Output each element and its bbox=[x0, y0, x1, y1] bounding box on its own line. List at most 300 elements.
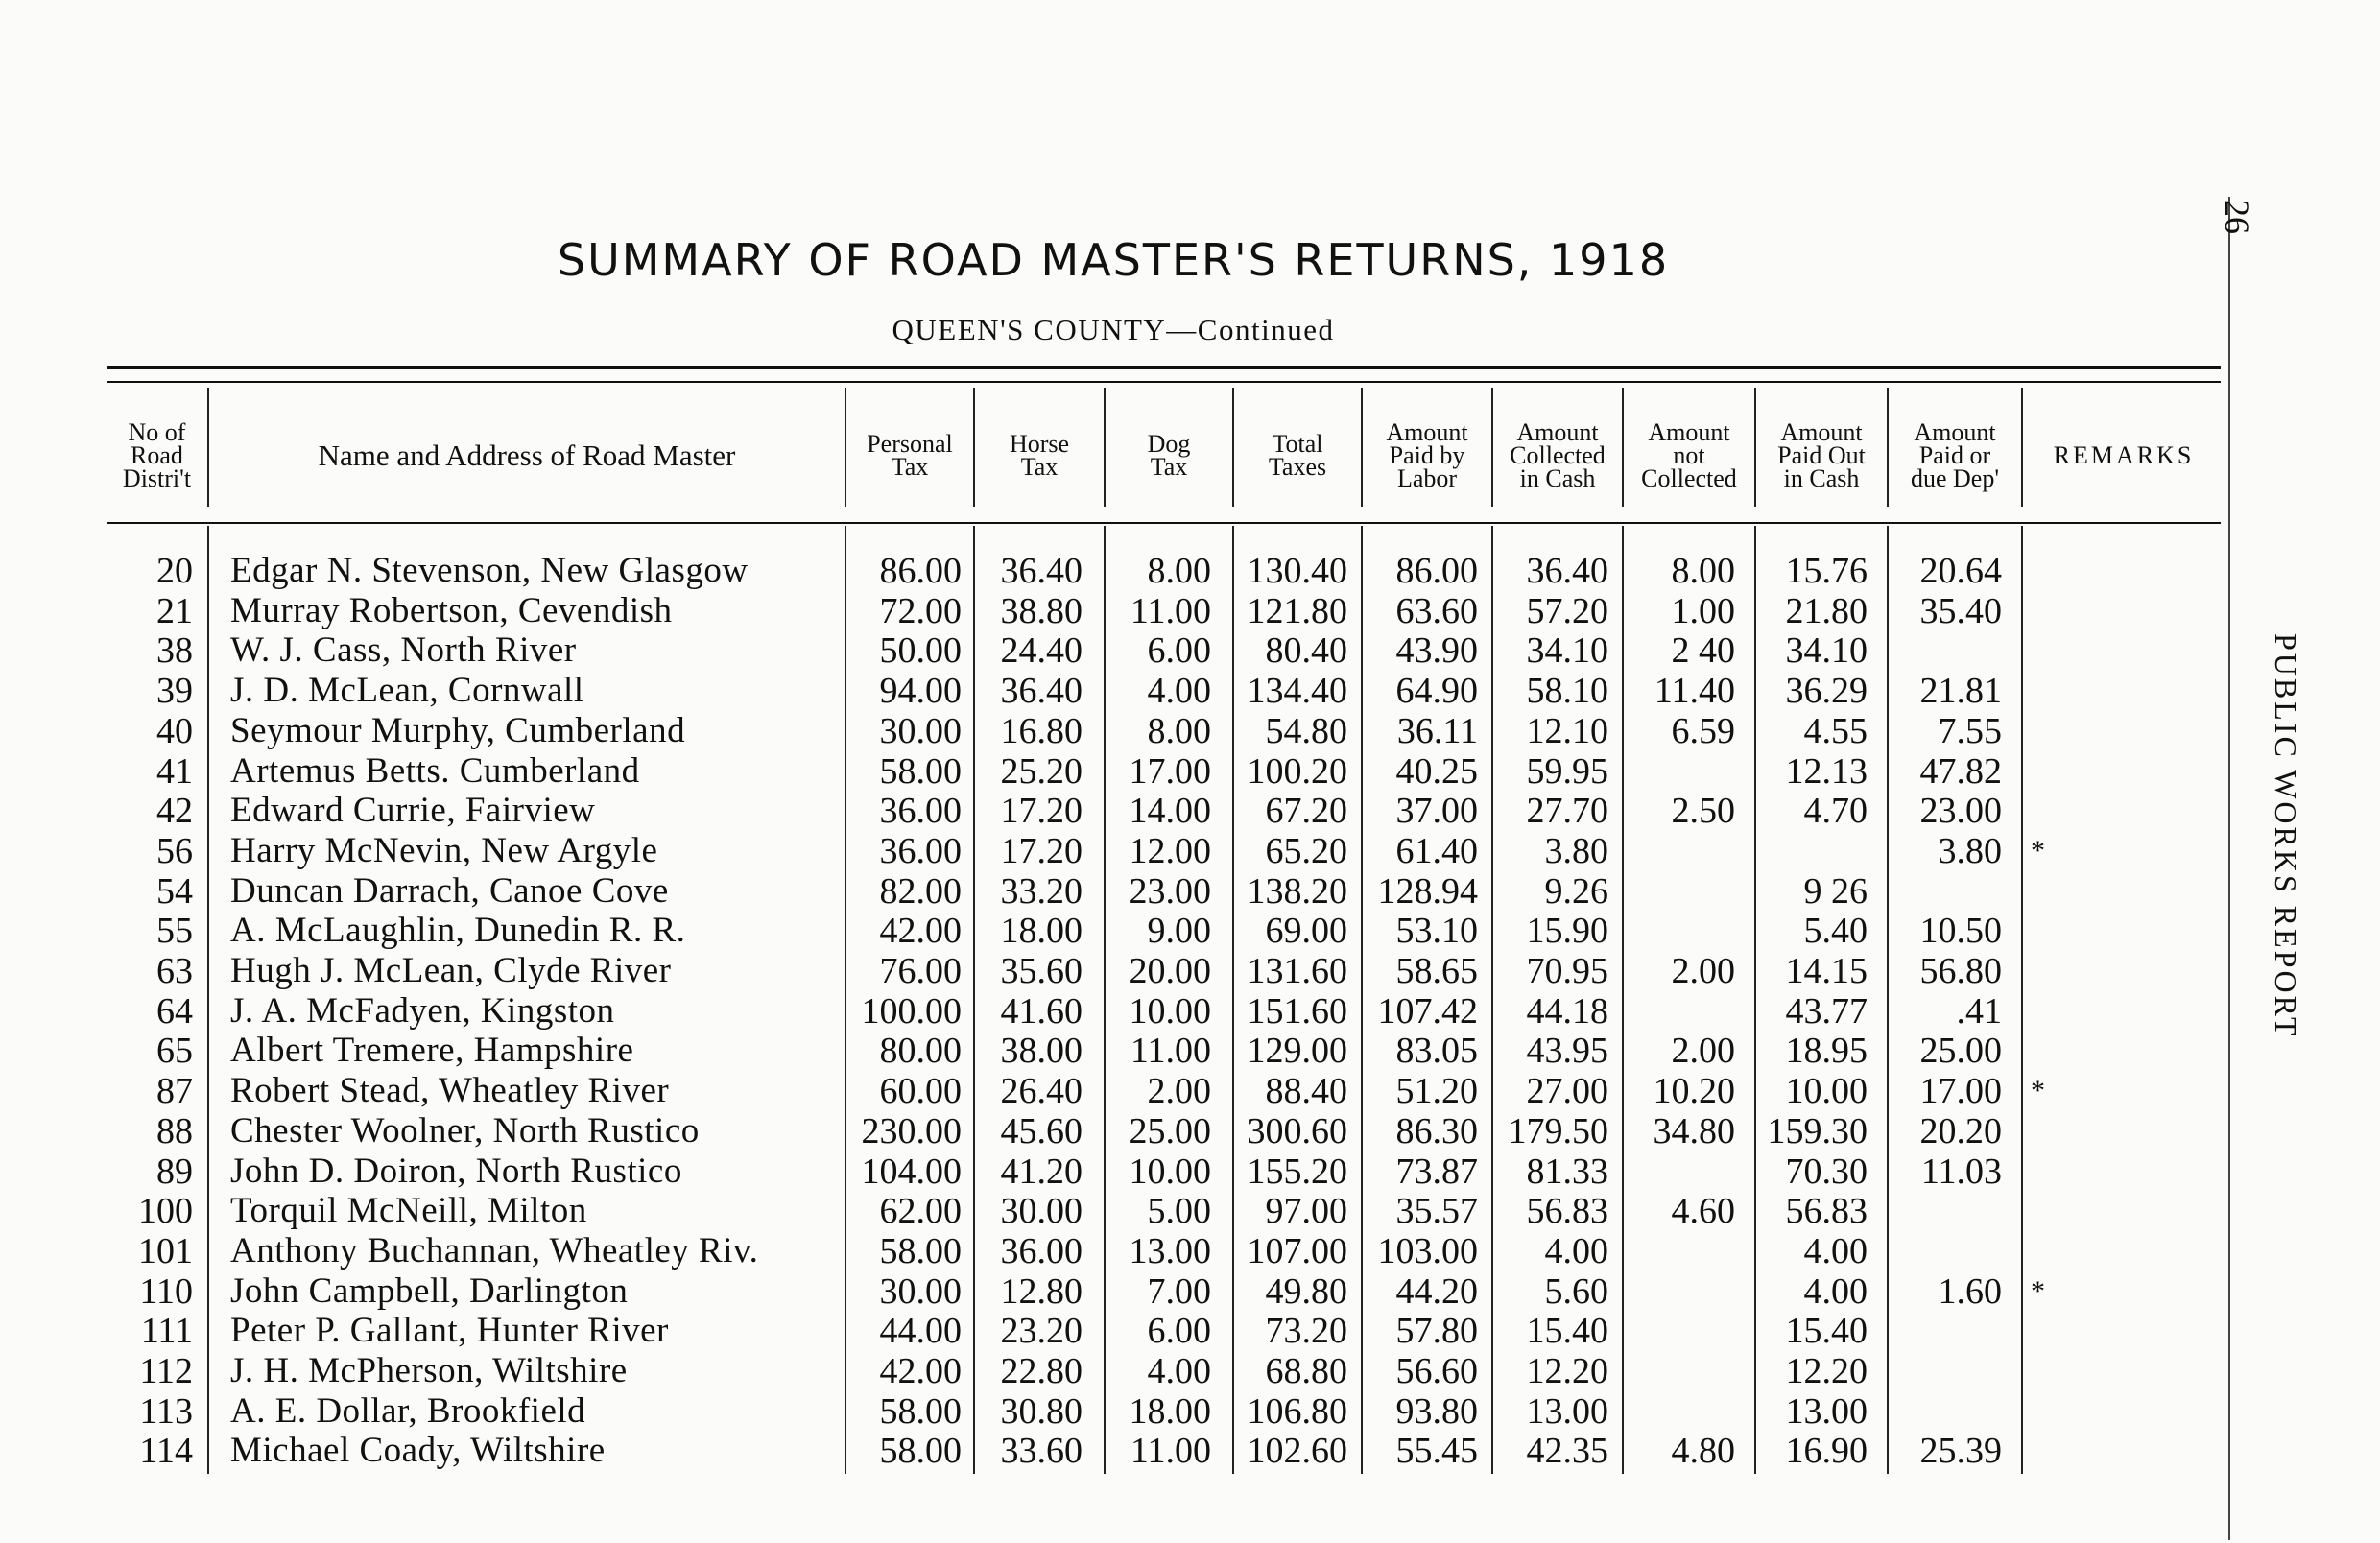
cell-collected: 3.80 bbox=[1544, 831, 1608, 871]
cell-labor: 86.30 bbox=[1395, 1111, 1478, 1151]
cell-collected: 27.70 bbox=[1526, 791, 1608, 831]
cell-labor: 93.80 bbox=[1395, 1391, 1478, 1432]
cell-total: 129.00 bbox=[1247, 1031, 1347, 1071]
cell-remarks bbox=[2031, 711, 2088, 751]
cell-dog: 17.00 bbox=[1129, 751, 1211, 792]
cell-dog: 25.00 bbox=[1129, 1111, 1211, 1151]
cell-paid-out: 5.40 bbox=[1803, 911, 1868, 951]
cell-not-collected bbox=[1624, 871, 1735, 912]
cell-dog: 12.00 bbox=[1129, 831, 1211, 871]
cell-name: Chester Woolner, North Rustico bbox=[230, 1111, 700, 1151]
cell-horse: 30.00 bbox=[1000, 1191, 1083, 1231]
cell-due: 10.50 bbox=[1919, 911, 2002, 951]
table-row bbox=[0, 1391, 2226, 1432]
cell-labor: 128.94 bbox=[1377, 871, 1478, 912]
cell-district: 110 bbox=[139, 1271, 193, 1312]
cell-remarks bbox=[2031, 1191, 2088, 1231]
cell-district: 41 bbox=[156, 751, 193, 792]
cell-dog: 11.00 bbox=[1130, 1431, 1211, 1471]
cell-due: 25.39 bbox=[1919, 1431, 2002, 1471]
cell-district: 113 bbox=[139, 1391, 193, 1432]
cell-due: 3.80 bbox=[1938, 831, 2002, 871]
cell-name: Peter P. Gallant, Hunter River bbox=[230, 1311, 669, 1350]
cell-not-collected: 8.00 bbox=[1671, 551, 1735, 591]
cell-dog: 11.00 bbox=[1130, 591, 1211, 631]
header-column-line bbox=[845, 388, 846, 507]
cell-total: 134.40 bbox=[1247, 671, 1347, 711]
header-personal: Personal Tax bbox=[867, 430, 953, 481]
header-due: Amount Paid or due Dep' bbox=[1910, 418, 2000, 492]
cell-name: Harry McNevin, New Argyle bbox=[230, 831, 658, 870]
cell-collected: 15.40 bbox=[1526, 1311, 1608, 1351]
cell-not-collected: 2.00 bbox=[1671, 1031, 1735, 1071]
cell-personal: 60.00 bbox=[879, 1071, 962, 1111]
cell-due bbox=[1889, 1311, 2002, 1351]
table-row bbox=[0, 951, 2226, 991]
cell-collected: 15.90 bbox=[1526, 911, 1608, 951]
cell-personal: 36.00 bbox=[879, 831, 962, 871]
cell-district: 87 bbox=[156, 1071, 193, 1111]
cell-due: 23.00 bbox=[1919, 791, 2002, 831]
cell-total: 151.60 bbox=[1247, 991, 1347, 1032]
cell-paid-out: 4.00 bbox=[1803, 1231, 1868, 1271]
cell-district: 114 bbox=[139, 1431, 193, 1471]
cell-collected: 5.60 bbox=[1544, 1271, 1608, 1312]
cell-remarks bbox=[2031, 1151, 2088, 1192]
cell-not-collected: 11.40 bbox=[1654, 671, 1735, 711]
cell-dog: 4.00 bbox=[1147, 671, 1211, 711]
table-row bbox=[0, 1151, 2226, 1192]
cell-due bbox=[1889, 630, 2002, 671]
page-number: 26 bbox=[2218, 200, 2256, 234]
header-total: Total Taxes bbox=[1268, 430, 1327, 481]
header-column-line bbox=[1622, 388, 1624, 507]
cell-labor: 64.90 bbox=[1395, 671, 1478, 711]
header-column-line bbox=[1754, 388, 1756, 507]
cell-remarks bbox=[2031, 751, 2088, 792]
table-row bbox=[0, 551, 2226, 591]
cell-personal: 42.00 bbox=[879, 1351, 962, 1391]
cell-personal: 62.00 bbox=[879, 1191, 962, 1231]
cell-personal: 82.00 bbox=[879, 871, 962, 912]
table-row bbox=[0, 1071, 2226, 1111]
cell-total: 97.00 bbox=[1265, 1191, 1347, 1231]
cell-total: 130.40 bbox=[1247, 551, 1347, 591]
cell-remarks bbox=[2031, 951, 2088, 991]
cell-district: 64 bbox=[156, 991, 193, 1032]
cell-horse: 36.40 bbox=[1000, 551, 1083, 591]
cell-personal: 30.00 bbox=[879, 711, 962, 751]
cell-paid-out: 13.00 bbox=[1785, 1391, 1868, 1432]
cell-total: 155.20 bbox=[1247, 1151, 1347, 1192]
cell-district: 65 bbox=[156, 1031, 193, 1071]
cell-due: .41 bbox=[1956, 991, 2002, 1032]
cell-district: 21 bbox=[156, 591, 193, 631]
cell-name: John Campbell, Darlington bbox=[230, 1271, 629, 1311]
cell-district: 89 bbox=[156, 1151, 193, 1192]
cell-dog: 5.00 bbox=[1147, 1191, 1211, 1231]
cell-not-collected bbox=[1624, 911, 1735, 951]
cell-labor: 56.60 bbox=[1395, 1351, 1478, 1391]
cell-dog: 6.00 bbox=[1147, 1311, 1211, 1351]
cell-paid-out: 4.55 bbox=[1803, 711, 1868, 751]
cell-collected: 179.50 bbox=[1508, 1111, 1608, 1151]
cell-due: 25.00 bbox=[1919, 1031, 2002, 1071]
cell-dog: 23.00 bbox=[1129, 871, 1211, 912]
cell-total: 73.20 bbox=[1265, 1311, 1347, 1351]
cell-name: Edgar N. Stevenson, New Glasgow bbox=[230, 551, 749, 590]
cell-due bbox=[1889, 871, 2002, 912]
cell-name: A. McLaughlin, Dunedin R. R. bbox=[230, 911, 686, 950]
cell-total: 69.00 bbox=[1265, 911, 1347, 951]
cell-remarks bbox=[2031, 591, 2088, 631]
table-row bbox=[0, 711, 2226, 751]
cell-name: Michael Coady, Wiltshire bbox=[230, 1431, 606, 1470]
cell-not-collected: 2.50 bbox=[1671, 791, 1735, 831]
cell-collected: 57.20 bbox=[1526, 591, 1608, 631]
cell-collected: 27.00 bbox=[1526, 1071, 1608, 1111]
cell-remarks bbox=[2031, 1111, 2088, 1151]
cell-remarks bbox=[2031, 1351, 2088, 1391]
cell-paid-out: 21.80 bbox=[1785, 591, 1868, 631]
cell-district: 40 bbox=[156, 711, 193, 751]
cell-paid-out: 14.15 bbox=[1785, 951, 1868, 991]
cell-labor: 58.65 bbox=[1395, 951, 1478, 991]
cell-collected: 12.20 bbox=[1526, 1351, 1608, 1391]
cell-paid-out: 18.95 bbox=[1785, 1031, 1868, 1071]
header-column-line bbox=[1104, 388, 1106, 507]
cell-labor: 86.00 bbox=[1395, 551, 1478, 591]
cell-labor: 36.11 bbox=[1396, 711, 1478, 751]
cell-name: Hugh J. McLean, Clyde River bbox=[230, 951, 672, 990]
cell-total: 107.00 bbox=[1247, 1231, 1347, 1271]
cell-paid-out: 12.20 bbox=[1785, 1351, 1868, 1391]
cell-labor: 61.40 bbox=[1395, 831, 1478, 871]
table-row bbox=[0, 1111, 2226, 1151]
cell-personal: 36.00 bbox=[879, 791, 962, 831]
cell-labor: 107.42 bbox=[1377, 991, 1478, 1032]
cell-not-collected: 6.59 bbox=[1671, 711, 1735, 751]
cell-district: 101 bbox=[138, 1231, 193, 1271]
cell-remarks: * bbox=[2031, 835, 2045, 866]
cell-district: 88 bbox=[156, 1111, 193, 1151]
cell-horse: 36.40 bbox=[1000, 671, 1083, 711]
table-row bbox=[0, 1431, 2226, 1471]
header-district: No of Road Distri't bbox=[122, 418, 192, 492]
header-column-line bbox=[207, 388, 209, 507]
cell-not-collected bbox=[1624, 1271, 1735, 1312]
cell-remarks bbox=[2031, 991, 2088, 1032]
cell-collected: 12.10 bbox=[1526, 711, 1608, 751]
cell-collected: 56.83 bbox=[1526, 1191, 1608, 1231]
cell-district: 38 bbox=[156, 630, 193, 671]
cell-horse: 30.80 bbox=[1000, 1391, 1083, 1432]
cell-horse: 16.80 bbox=[1000, 711, 1083, 751]
cell-horse: 45.60 bbox=[1000, 1111, 1083, 1151]
cell-paid-out: 56.83 bbox=[1785, 1191, 1868, 1231]
cell-due: 7.55 bbox=[1938, 711, 2002, 751]
header-dog: Dog Tax bbox=[1147, 430, 1191, 481]
cell-horse: 41.60 bbox=[1000, 991, 1083, 1032]
cell-horse: 17.20 bbox=[1000, 831, 1083, 871]
cell-collected: 43.95 bbox=[1526, 1031, 1608, 1071]
cell-name: J. D. McLean, Cornwall bbox=[230, 671, 584, 710]
cell-not-collected: 1.00 bbox=[1671, 591, 1735, 631]
cell-not-collected bbox=[1624, 991, 1735, 1032]
cell-personal: 58.00 bbox=[879, 1391, 962, 1432]
cell-due bbox=[1889, 1191, 2002, 1231]
cell-dog: 8.00 bbox=[1147, 551, 1211, 591]
cell-not-collected bbox=[1624, 1311, 1735, 1351]
table-row bbox=[0, 591, 2226, 631]
cell-paid-out: 70.30 bbox=[1785, 1151, 1868, 1192]
cell-paid-out: 4.00 bbox=[1803, 1271, 1868, 1312]
page-subtitle: QUEEN'S COUNTY—Continued bbox=[892, 313, 1335, 346]
cell-personal: 58.00 bbox=[879, 1231, 962, 1271]
cell-remarks bbox=[2031, 1311, 2088, 1351]
table-row bbox=[0, 1311, 2226, 1351]
cell-due: 56.80 bbox=[1919, 951, 2002, 991]
cell-remarks bbox=[2031, 791, 2088, 831]
header-column-line bbox=[1887, 388, 1889, 507]
cell-not-collected: 2.00 bbox=[1671, 951, 1735, 991]
cell-total: 100.20 bbox=[1247, 751, 1347, 792]
cell-dog: 20.00 bbox=[1129, 951, 1211, 991]
table-row bbox=[0, 1031, 2226, 1071]
cell-collected: 59.95 bbox=[1526, 751, 1608, 792]
cell-labor: 37.00 bbox=[1395, 791, 1478, 831]
cell-name: Albert Tremere, Hampshire bbox=[230, 1031, 634, 1070]
cell-dog: 14.00 bbox=[1129, 791, 1211, 831]
cell-remarks bbox=[2031, 630, 2088, 671]
page-title: SUMMARY OF ROAD MASTER'S RETURNS, 1918 bbox=[557, 234, 1670, 286]
cell-due: 21.81 bbox=[1919, 671, 2002, 711]
cell-total: 131.60 bbox=[1247, 951, 1347, 991]
cell-personal: 230.00 bbox=[861, 1111, 962, 1151]
cell-not-collected: 34.80 bbox=[1653, 1111, 1735, 1151]
cell-district: 20 bbox=[156, 551, 193, 591]
cell-district: 42 bbox=[156, 791, 193, 831]
header-column-line bbox=[973, 388, 975, 507]
header-column-line bbox=[1491, 388, 1493, 507]
cell-collected: 58.10 bbox=[1526, 671, 1608, 711]
cell-remarks bbox=[2031, 551, 2088, 591]
cell-name: Seymour Murphy, Cumberland bbox=[230, 711, 686, 750]
cell-not-collected: 2 40 bbox=[1671, 630, 1735, 671]
cell-horse: 22.80 bbox=[1000, 1351, 1083, 1391]
cell-dog: 18.00 bbox=[1129, 1391, 1211, 1432]
cell-name: Anthony Buchannan, Wheatley Riv. bbox=[230, 1231, 759, 1270]
cell-due: 17.00 bbox=[1919, 1071, 2002, 1111]
cell-due: 20.64 bbox=[1919, 551, 2002, 591]
cell-dog: 11.00 bbox=[1130, 1031, 1211, 1071]
cell-not-collected: 4.60 bbox=[1671, 1191, 1735, 1231]
cell-name: John D. Doiron, North Rustico bbox=[230, 1151, 682, 1191]
cell-personal: 44.00 bbox=[879, 1311, 962, 1351]
header-labor: Amount Paid by Labor bbox=[1386, 418, 1468, 492]
cell-collected: 36.40 bbox=[1526, 551, 1608, 591]
top-rule-thin bbox=[107, 381, 2221, 383]
header-name: Name and Address of Road Master bbox=[318, 439, 736, 472]
cell-district: 54 bbox=[156, 871, 193, 912]
cell-total: 67.20 bbox=[1265, 791, 1347, 831]
cell-remarks bbox=[2031, 1031, 2088, 1071]
cell-remarks bbox=[2031, 871, 2088, 912]
cell-labor: 51.20 bbox=[1395, 1071, 1478, 1111]
cell-name: Edward Currie, Fairview bbox=[230, 791, 596, 830]
cell-district: 55 bbox=[156, 911, 193, 951]
cell-collected: 4.00 bbox=[1544, 1231, 1608, 1271]
cell-total: 138.20 bbox=[1247, 871, 1347, 912]
header-remarks: REMARKS bbox=[2053, 441, 2195, 469]
cell-horse: 33.60 bbox=[1000, 1431, 1083, 1471]
cell-personal: 30.00 bbox=[879, 1271, 962, 1312]
cell-horse: 38.00 bbox=[1000, 1031, 1083, 1071]
cell-not-collected bbox=[1624, 1351, 1735, 1391]
cell-collected: 44.18 bbox=[1526, 991, 1608, 1032]
cell-name: Robert Stead, Wheatley River bbox=[230, 1071, 670, 1110]
cell-due bbox=[1889, 1351, 2002, 1391]
cell-name: Torquil McNeill, Milton bbox=[230, 1191, 587, 1230]
cell-labor: 43.90 bbox=[1395, 630, 1478, 671]
table-row bbox=[0, 831, 2226, 871]
cell-personal: 58.00 bbox=[879, 1431, 962, 1471]
cell-district: 100 bbox=[138, 1191, 193, 1231]
cell-district: 39 bbox=[156, 671, 193, 711]
cell-horse: 12.80 bbox=[1000, 1271, 1083, 1312]
cell-labor: 103.00 bbox=[1377, 1231, 1478, 1271]
cell-remarks: * bbox=[2031, 1075, 2045, 1106]
cell-district: 63 bbox=[156, 951, 193, 991]
cell-due: 20.20 bbox=[1919, 1111, 2002, 1151]
cell-horse: 25.20 bbox=[1000, 751, 1083, 792]
cell-remarks bbox=[2031, 911, 2088, 951]
header-column-line bbox=[1361, 388, 1363, 507]
header-collected: Amount Collected in Cash bbox=[1510, 418, 1606, 492]
cell-labor: 83.05 bbox=[1395, 1031, 1478, 1071]
cell-personal: 86.00 bbox=[879, 551, 962, 591]
side-running-title: PUBLIC WORKS REPORT bbox=[2269, 633, 2303, 1039]
cell-due: 11.03 bbox=[1920, 1151, 2002, 1192]
cell-total: 300.60 bbox=[1247, 1111, 1347, 1151]
cell-not-collected bbox=[1624, 1151, 1735, 1192]
cell-horse: 18.00 bbox=[1000, 911, 1083, 951]
cell-personal: 100.00 bbox=[861, 991, 962, 1032]
cell-due: 1.60 bbox=[1938, 1271, 2002, 1312]
cell-district: 56 bbox=[156, 831, 193, 871]
cell-total: 80.40 bbox=[1265, 630, 1347, 671]
cell-horse: 17.20 bbox=[1000, 791, 1083, 831]
cell-dog: 4.00 bbox=[1147, 1351, 1211, 1391]
top-rule bbox=[107, 366, 2221, 369]
cell-labor: 57.80 bbox=[1395, 1311, 1478, 1351]
cell-due bbox=[1889, 1231, 2002, 1271]
cell-total: 68.80 bbox=[1265, 1351, 1347, 1391]
cell-paid-out: 10.00 bbox=[1785, 1071, 1868, 1111]
cell-personal: 58.00 bbox=[879, 751, 962, 792]
cell-not-collected: 4.80 bbox=[1671, 1431, 1735, 1471]
cell-personal: 104.00 bbox=[861, 1151, 962, 1192]
cell-total: 54.80 bbox=[1265, 711, 1347, 751]
cell-labor: 55.45 bbox=[1395, 1431, 1478, 1471]
table-row bbox=[0, 1191, 2226, 1231]
cell-district: 111 bbox=[140, 1311, 193, 1351]
cell-personal: 94.00 bbox=[879, 671, 962, 711]
cell-name: J. H. McPherson, Wiltshire bbox=[230, 1351, 628, 1390]
cell-horse: 41.20 bbox=[1000, 1151, 1083, 1192]
cell-collected: 34.10 bbox=[1526, 630, 1608, 671]
cell-paid-out: 34.10 bbox=[1785, 630, 1868, 671]
cell-name: Artemus Betts. Cumberland bbox=[230, 751, 640, 791]
cell-dog: 13.00 bbox=[1129, 1231, 1211, 1271]
cell-due: 35.40 bbox=[1919, 591, 2002, 631]
cell-total: 65.20 bbox=[1265, 831, 1347, 871]
header-rule bbox=[107, 522, 2221, 524]
cell-collected: 9.26 bbox=[1544, 871, 1608, 912]
cell-paid-out bbox=[1756, 831, 1868, 871]
cell-name: A. E. Dollar, Brookfield bbox=[230, 1391, 586, 1431]
cell-dog: 10.00 bbox=[1129, 991, 1211, 1032]
cell-paid-out: 16.90 bbox=[1785, 1431, 1868, 1471]
cell-total: 106.80 bbox=[1247, 1391, 1347, 1432]
table-row bbox=[0, 991, 2226, 1032]
cell-name: Murray Robertson, Cevendish bbox=[230, 591, 673, 630]
page-edge-line bbox=[2228, 197, 2230, 1540]
header-horse: Horse Tax bbox=[1009, 430, 1070, 481]
table-row bbox=[0, 911, 2226, 951]
cell-horse: 24.40 bbox=[1000, 630, 1083, 671]
cell-dog: 8.00 bbox=[1147, 711, 1211, 751]
cell-horse: 23.20 bbox=[1000, 1311, 1083, 1351]
table-row bbox=[0, 630, 2226, 671]
cell-paid-out: 12.13 bbox=[1785, 751, 1868, 792]
cell-remarks bbox=[2031, 1391, 2088, 1432]
cell-not-collected bbox=[1624, 751, 1735, 792]
cell-paid-out: 4.70 bbox=[1803, 791, 1868, 831]
cell-collected: 13.00 bbox=[1526, 1391, 1608, 1432]
cell-labor: 40.25 bbox=[1395, 751, 1478, 792]
cell-personal: 50.00 bbox=[879, 630, 962, 671]
cell-total: 102.60 bbox=[1247, 1431, 1347, 1471]
cell-total: 88.40 bbox=[1265, 1071, 1347, 1111]
header-paid-out: Amount Paid Out in Cash bbox=[1777, 418, 1866, 492]
cell-horse: 38.80 bbox=[1000, 591, 1083, 631]
cell-paid-out: 9 26 bbox=[1803, 871, 1868, 912]
cell-personal: 42.00 bbox=[879, 911, 962, 951]
cell-horse: 36.00 bbox=[1000, 1231, 1083, 1271]
cell-remarks bbox=[2031, 1431, 2088, 1471]
cell-labor: 53.10 bbox=[1395, 911, 1478, 951]
cell-dog: 7.00 bbox=[1147, 1271, 1211, 1312]
cell-horse: 33.20 bbox=[1000, 871, 1083, 912]
table-row bbox=[0, 1231, 2226, 1271]
cell-personal: 72.00 bbox=[879, 591, 962, 631]
cell-name: Duncan Darrach, Canoe Cove bbox=[230, 871, 669, 911]
cell-labor: 63.60 bbox=[1395, 591, 1478, 631]
cell-horse: 35.60 bbox=[1000, 951, 1083, 991]
cell-not-collected: 10.20 bbox=[1653, 1071, 1735, 1111]
cell-personal: 80.00 bbox=[879, 1031, 962, 1071]
cell-due bbox=[1889, 1391, 2002, 1432]
cell-name: W. J. Cass, North River bbox=[230, 630, 577, 670]
cell-paid-out: 15.40 bbox=[1785, 1311, 1868, 1351]
cell-remarks: * bbox=[2031, 1275, 2045, 1307]
cell-horse: 26.40 bbox=[1000, 1071, 1083, 1111]
cell-dog: 10.00 bbox=[1129, 1151, 1211, 1192]
cell-labor: 73.87 bbox=[1395, 1151, 1478, 1192]
cell-not-collected bbox=[1624, 831, 1735, 871]
cell-paid-out: 36.29 bbox=[1785, 671, 1868, 711]
